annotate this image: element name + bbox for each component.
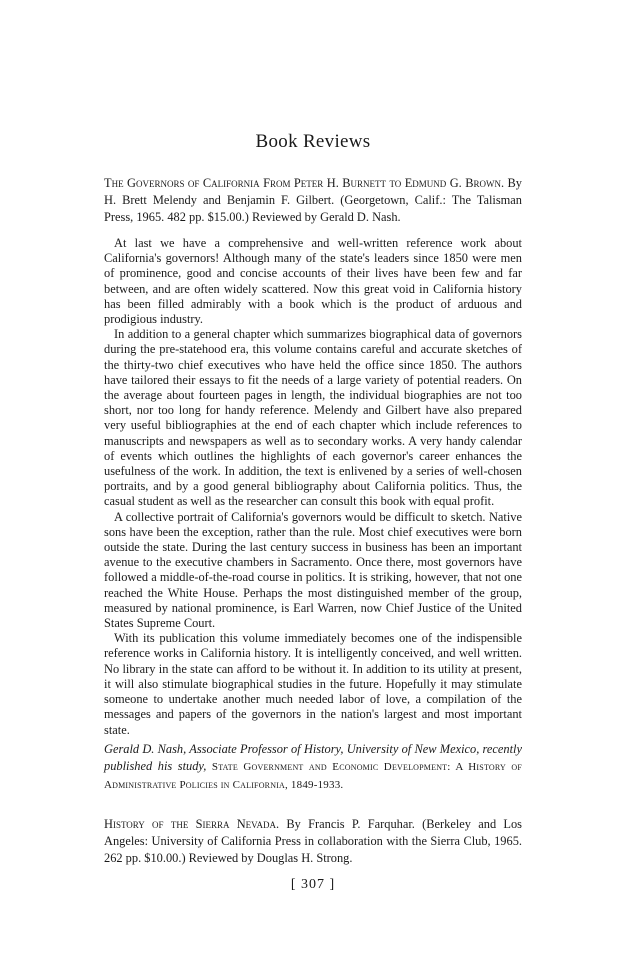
review-citation: By H. Brett Melendy and Benjamin F. Gilbert. (Georgetown, Calif.: The Talisman Press, 1965. 482 pp. $15.00.) Reviewed by Gerald D. Nash. bbox=[104, 176, 522, 224]
review-history-of-sierra-nevada bbox=[104, 816, 522, 867]
book-review-page bbox=[104, 131, 522, 893]
review-paragraph: A collective portrait of California's governors would be difficult to sketch. Native sons have been the exception, rather than the rule. Most chief executives were born outside the state. During the last century success in business has been an important avenue to the executive chambers in Sacramento. Once there, most governors have followed a middle-of-the-road course in politics. It is striking, however, that not one reached the White House. Perhaps the most distinguished member of the group, measured by national prominence, is Earl Warren, now Chief Justice of the United States Supreme Court. bbox=[104, 509, 522, 631]
page-number: [ 307 ] bbox=[290, 876, 336, 892]
review-book-title: History of the Sierra Nevada. bbox=[104, 816, 280, 831]
review-paragraph: In addition to a general chapter which summarizes biographical data of governors during the pre-statehood era, this volume contains careful and accurate sketches of the thirty-two chief executives who have held the office since 1850. The authors have tailored their essays to fit the needs of a large variety of potential readers. On the average about fourteen pages in length, the individual biographies are not too short, nor too long for handy reference. Melendy and Gilbert have also prepared very useful bibliographies at the end of each chapter which include references to manuscripts and newspapers as well as to secondary works. A very handy calendar of events which outlines the highlights of each governor's career enhances the usefulness of the work. In addition, the text is enlivened by a series of well-chosen portraits, and by a good general bibliography about California politics. Thus, the casual student as well as the researcher can consult this book with equal profit. bbox=[104, 327, 522, 509]
review-header bbox=[104, 175, 522, 226]
page-heading: Book Reviews bbox=[255, 131, 371, 152]
review-book-title: The Governors of California From Peter H. Burnett to Edmund G. Brown. bbox=[104, 176, 505, 190]
reviewer-published-work: State Government and Economic Development: A History of Administrative Policies in California, 1849-1933. bbox=[104, 760, 522, 791]
review-citation: By Francis P. Farquhar. (Berkeley and Los Angeles: University of California Press in collaboration with the Sierra Club, 1965. 262 pp. $10.00.) Reviewed by Douglas H. Strong. bbox=[104, 816, 522, 865]
review-paragraph: At last we have a comprehensive and well-written reference work about California's governors! Although many of the state's leaders since 1850 were men of prominence, good and concise accounts of their lives have been few and far between, and are often widely scattered. Now this great void in California history has been filled admirably with a book which is the product of arduous and prodigious industry. bbox=[104, 236, 522, 327]
reviewer-bio bbox=[104, 741, 522, 794]
review-header bbox=[104, 816, 522, 867]
reviewer-bio-text: Gerald D. Nash, Associate Professor of History, University of New Mexico, recently published his study, bbox=[104, 741, 522, 773]
review-governors-of-california bbox=[104, 175, 522, 794]
review-paragraph: With its publication this volume immediately becomes one of the indispensible reference works in California history. It is intelligently conceived, and well written. No library in the state can afford to be without it. In addition to its utility at present, it will also stimulate biographical studies in the future. Hopefully it may stimulate someone to undertake another much needed labor of love, a compilation of the messages and papers of the governors in the nation's largest and most important state. bbox=[104, 631, 522, 737]
